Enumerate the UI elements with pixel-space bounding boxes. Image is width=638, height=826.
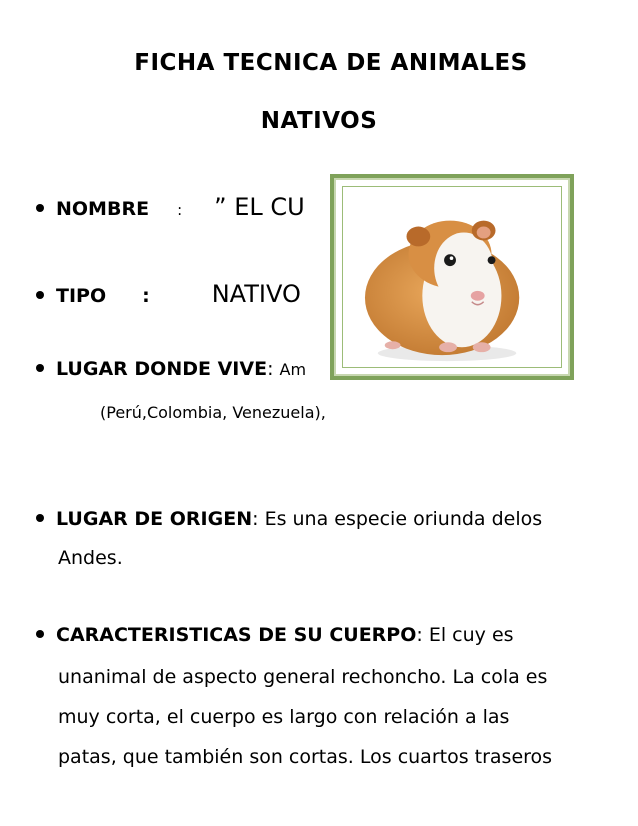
nombre-label: NOMBRE (56, 198, 150, 220)
item-lugar-vive (36, 358, 306, 380)
guinea-pig-image-frame (330, 174, 574, 380)
item-origen (36, 508, 542, 530)
item-caracteristicas (36, 624, 514, 646)
origen-label: LUGAR DE ORIGEN (56, 508, 253, 530)
nombre-sep: : (177, 201, 183, 219)
bullet-icon (36, 514, 44, 522)
caracteristicas-line: unanimal de aspecto general rechoncho. La cola es (58, 666, 548, 688)
caracteristicas-line: patas, que también son cortas. Los cuartos traseros (58, 746, 553, 768)
guinea-pig-icon (343, 187, 561, 367)
lugar-vive-value: Am (279, 360, 307, 379)
tipo-sep: : (142, 285, 150, 307)
caracteristicas-label: CARACTERISTICAS DE SU CUERPO (56, 624, 417, 646)
item-nombre (36, 193, 305, 221)
lugar-vive-sep: : (267, 358, 274, 380)
nombre-value: ” EL CU (214, 193, 305, 221)
bullet-icon (36, 630, 44, 638)
origen-continuation: Andes. (58, 547, 123, 569)
caracteristicas-sep: : (416, 624, 423, 646)
image-mat (334, 178, 570, 376)
bullet-icon (36, 364, 44, 372)
caracteristicas-line: muy corta, el cuerpo es largo con relación a las (58, 706, 510, 728)
bullet-icon (36, 204, 44, 212)
tipo-label: TIPO (56, 285, 107, 307)
origen-sep: : (252, 508, 259, 530)
caracteristicas-value: El cuy es (428, 624, 514, 646)
origen-value: Es una especie oriunda delos (264, 508, 543, 530)
document-title-line2: NATIVOS (260, 108, 378, 134)
guinea-pig-photo (342, 186, 562, 368)
bullet-icon (36, 291, 44, 299)
document-title: FICHA TECNICA DE ANIMALES (134, 50, 528, 76)
item-tipo (36, 280, 301, 308)
lugar-vive-continuation: (Perú,Colombia, Venezuela), (100, 403, 326, 422)
tipo-value: NATIVO (211, 280, 301, 308)
lugar-vive-label: LUGAR DONDE VIVE (56, 358, 268, 380)
